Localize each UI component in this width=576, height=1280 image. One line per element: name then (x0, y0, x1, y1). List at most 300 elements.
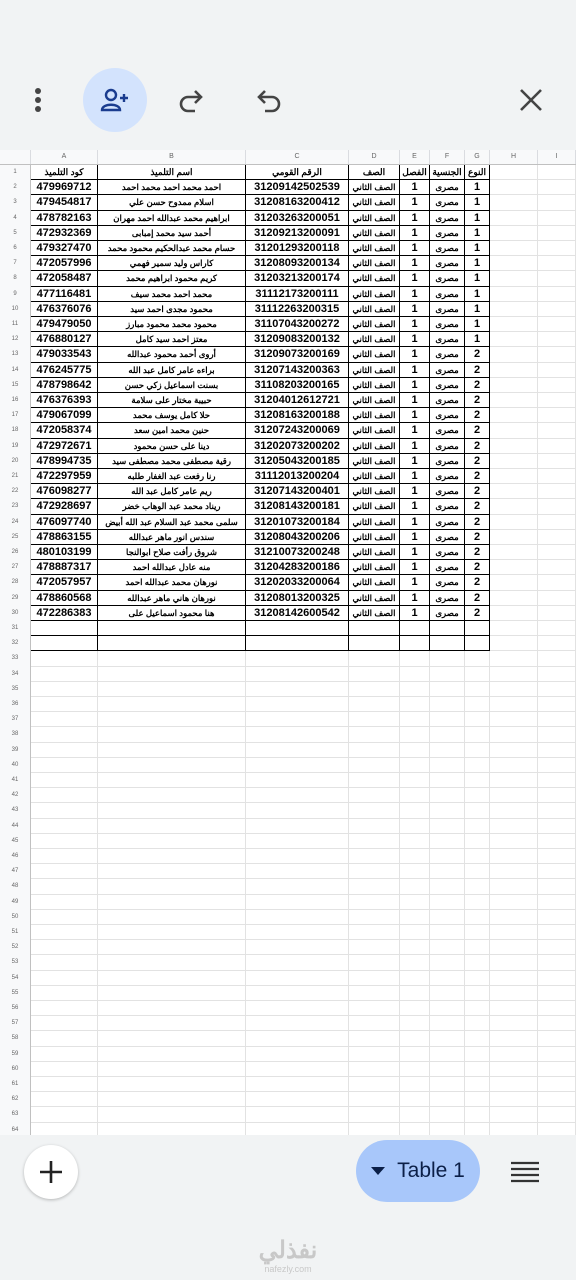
empty-cell[interactable] (465, 743, 490, 758)
grade-cell[interactable]: الصف الثاني (349, 332, 400, 347)
row-number[interactable]: 27 (0, 560, 31, 575)
empty-cell[interactable] (538, 180, 576, 195)
row-number[interactable]: 41 (0, 773, 31, 788)
nationality-cell[interactable]: مصرى (430, 226, 465, 241)
column-header-f[interactable]: F (430, 150, 465, 164)
empty-cell[interactable] (98, 819, 246, 834)
empty-cell[interactable] (400, 1107, 430, 1122)
empty-cell[interactable] (400, 1001, 430, 1016)
empty-cell[interactable] (465, 1001, 490, 1016)
empty-cell[interactable] (430, 925, 465, 940)
class-cell[interactable]: 1 (400, 408, 430, 423)
class-cell[interactable]: 1 (400, 530, 430, 545)
empty-cell[interactable] (98, 834, 246, 849)
empty-cell[interactable] (490, 1047, 538, 1062)
row-number[interactable]: 58 (0, 1031, 31, 1046)
empty-cell[interactable] (538, 165, 576, 180)
student-code-cell[interactable]: 479067099 (31, 408, 98, 423)
empty-cell[interactable] (538, 636, 576, 651)
empty-cell[interactable] (349, 1016, 400, 1031)
student-code-cell[interactable]: 479479050 (31, 317, 98, 332)
empty-cell[interactable] (430, 682, 465, 697)
empty-cell[interactable] (490, 560, 538, 575)
empty-cell[interactable] (538, 256, 576, 271)
empty-cell[interactable] (538, 347, 576, 362)
empty-cell[interactable] (246, 1001, 349, 1016)
empty-cell[interactable] (246, 651, 349, 666)
empty-cell[interactable] (430, 667, 465, 682)
empty-cell[interactable] (400, 925, 430, 940)
grade-cell[interactable]: الصف الثاني (349, 211, 400, 226)
student-code-cell[interactable]: 472286383 (31, 606, 98, 621)
empty-cell[interactable] (538, 530, 576, 545)
student-code-cell[interactable]: 479454817 (31, 195, 98, 210)
header-cell-grade[interactable]: الصف (349, 165, 400, 180)
class-cell[interactable]: 1 (400, 606, 430, 621)
empty-cell[interactable] (349, 1092, 400, 1107)
empty-cell[interactable] (538, 241, 576, 256)
grade-cell[interactable]: الصف الثاني (349, 241, 400, 256)
row-number[interactable]: 40 (0, 758, 31, 773)
empty-cell[interactable] (31, 819, 98, 834)
row-number[interactable]: 39 (0, 743, 31, 758)
empty-cell[interactable] (538, 423, 576, 438)
redo-button[interactable] (160, 68, 224, 132)
student-code-cell[interactable]: 476097740 (31, 515, 98, 530)
student-code-cell[interactable]: 476098277 (31, 484, 98, 499)
gender-cell[interactable]: 1 (465, 302, 490, 317)
empty-cell[interactable] (31, 955, 98, 970)
national-id-cell[interactable]: 31201073200184 (246, 515, 349, 530)
empty-cell[interactable] (400, 834, 430, 849)
empty-cell[interactable] (246, 758, 349, 773)
nationality-cell[interactable]: مصرى (430, 332, 465, 347)
empty-cell[interactable] (349, 895, 400, 910)
national-id-cell[interactable]: 31207143200401 (246, 484, 349, 499)
gender-cell[interactable]: 2 (465, 454, 490, 469)
header-cell-national-id[interactable]: الرقم القومي (246, 165, 349, 180)
row-number[interactable]: 62 (0, 1092, 31, 1107)
student-name-cell[interactable]: ريناد محمد عبد الوهاب خضر (98, 499, 246, 514)
grade-cell[interactable]: الصف الثاني (349, 302, 400, 317)
empty-cell[interactable] (490, 667, 538, 682)
national-id-cell[interactable]: 31203213200174 (246, 271, 349, 286)
empty-cell[interactable] (538, 195, 576, 210)
empty-cell[interactable] (246, 940, 349, 955)
row-number[interactable]: 38 (0, 727, 31, 742)
row-number[interactable]: 1 (0, 165, 31, 180)
student-name-cell[interactable]: كريم محمود ابراهيم محمد (98, 271, 246, 286)
empty-cell[interactable] (538, 955, 576, 970)
empty-cell[interactable] (538, 667, 576, 682)
empty-cell[interactable] (31, 879, 98, 894)
nationality-cell[interactable]: مصرى (430, 211, 465, 226)
empty-cell[interactable] (490, 697, 538, 712)
empty-cell[interactable] (98, 971, 246, 986)
class-cell[interactable]: 1 (400, 287, 430, 302)
empty-cell[interactable] (31, 682, 98, 697)
row-number[interactable]: 47 (0, 864, 31, 879)
empty-cell[interactable] (31, 986, 98, 1001)
empty-cell[interactable] (430, 879, 465, 894)
empty-cell[interactable] (538, 697, 576, 712)
class-cell[interactable]: 1 (400, 241, 430, 256)
empty-cell[interactable] (490, 591, 538, 606)
empty-cell[interactable] (490, 347, 538, 362)
empty-cell[interactable] (246, 636, 349, 651)
empty-cell[interactable] (430, 1001, 465, 1016)
class-cell[interactable]: 1 (400, 591, 430, 606)
gender-cell[interactable]: 2 (465, 545, 490, 560)
row-number[interactable]: 51 (0, 925, 31, 940)
grade-cell[interactable]: الصف الثاني (349, 287, 400, 302)
empty-cell[interactable] (465, 955, 490, 970)
empty-cell[interactable] (400, 940, 430, 955)
empty-cell[interactable] (98, 940, 246, 955)
empty-cell[interactable] (430, 743, 465, 758)
empty-cell[interactable] (349, 773, 400, 788)
empty-cell[interactable] (349, 819, 400, 834)
empty-cell[interactable] (465, 910, 490, 925)
empty-cell[interactable] (98, 788, 246, 803)
empty-cell[interactable] (538, 1001, 576, 1016)
student-code-cell[interactable]: 472058487 (31, 271, 98, 286)
empty-cell[interactable] (538, 302, 576, 317)
empty-cell[interactable] (430, 986, 465, 1001)
empty-cell[interactable] (490, 1092, 538, 1107)
empty-cell[interactable] (465, 1016, 490, 1031)
header-cell-code[interactable]: كود التلميذ (31, 165, 98, 180)
student-code-cell[interactable]: 479033543 (31, 347, 98, 362)
empty-cell[interactable] (538, 879, 576, 894)
empty-cell[interactable] (538, 454, 576, 469)
row-number[interactable]: 13 (0, 347, 31, 362)
empty-cell[interactable] (490, 241, 538, 256)
empty-cell[interactable] (400, 1077, 430, 1092)
empty-cell[interactable] (490, 363, 538, 378)
empty-cell[interactable] (538, 788, 576, 803)
row-number[interactable]: 19 (0, 439, 31, 454)
empty-cell[interactable] (31, 1107, 98, 1122)
gender-cell[interactable]: 2 (465, 423, 490, 438)
empty-cell[interactable] (538, 758, 576, 773)
student-name-cell[interactable]: أحمد سيد محمد إمبابى (98, 226, 246, 241)
empty-cell[interactable] (31, 895, 98, 910)
empty-cell[interactable] (400, 1062, 430, 1077)
row-number[interactable]: 17 (0, 408, 31, 423)
empty-cell[interactable] (400, 879, 430, 894)
row-number[interactable]: 8 (0, 271, 31, 286)
empty-cell[interactable] (98, 1016, 246, 1031)
gender-cell[interactable]: 2 (465, 515, 490, 530)
gender-cell[interactable]: 1 (465, 211, 490, 226)
empty-cell[interactable] (430, 955, 465, 970)
column-header-h[interactable]: H (490, 150, 538, 164)
student-name-cell[interactable]: محمود محمد محمود مبارز (98, 317, 246, 332)
row-number[interactable]: 45 (0, 834, 31, 849)
menu-button[interactable] (505, 1155, 545, 1189)
class-cell[interactable]: 1 (400, 195, 430, 210)
empty-cell[interactable] (349, 636, 400, 651)
empty-cell[interactable] (490, 879, 538, 894)
row-number[interactable]: 24 (0, 515, 31, 530)
empty-cell[interactable] (538, 515, 576, 530)
empty-cell[interactable] (538, 819, 576, 834)
national-id-cell[interactable]: 31204012612721 (246, 393, 349, 408)
empty-cell[interactable] (31, 849, 98, 864)
empty-cell[interactable] (490, 515, 538, 530)
gender-cell[interactable]: 2 (465, 530, 490, 545)
national-id-cell[interactable]: 31112013200204 (246, 469, 349, 484)
empty-cell[interactable] (430, 895, 465, 910)
empty-cell[interactable] (490, 180, 538, 195)
empty-cell[interactable] (465, 621, 490, 636)
row-number[interactable]: 31 (0, 621, 31, 636)
class-cell[interactable]: 1 (400, 332, 430, 347)
empty-cell[interactable] (31, 727, 98, 742)
empty-cell[interactable] (400, 682, 430, 697)
empty-cell[interactable] (31, 971, 98, 986)
empty-cell[interactable] (400, 986, 430, 1001)
empty-cell[interactable] (490, 1107, 538, 1122)
empty-cell[interactable] (31, 910, 98, 925)
empty-cell[interactable] (465, 819, 490, 834)
empty-cell[interactable] (430, 803, 465, 818)
empty-cell[interactable] (538, 773, 576, 788)
column-header-i[interactable]: I (538, 150, 576, 164)
column-header-a[interactable]: A (31, 150, 98, 164)
empty-cell[interactable] (538, 910, 576, 925)
empty-cell[interactable] (246, 727, 349, 742)
student-code-cell[interactable]: 472297959 (31, 469, 98, 484)
empty-cell[interactable] (538, 499, 576, 514)
row-number[interactable]: 50 (0, 910, 31, 925)
empty-cell[interactable] (31, 788, 98, 803)
empty-cell[interactable] (538, 971, 576, 986)
grade-cell[interactable]: الصف الثاني (349, 347, 400, 362)
gender-cell[interactable]: 2 (465, 606, 490, 621)
row-number[interactable]: 10 (0, 302, 31, 317)
row-number[interactable]: 61 (0, 1077, 31, 1092)
empty-cell[interactable] (349, 849, 400, 864)
column-header-d[interactable]: D (349, 150, 400, 164)
empty-cell[interactable] (349, 743, 400, 758)
grade-cell[interactable]: الصف الثاني (349, 606, 400, 621)
empty-cell[interactable] (98, 651, 246, 666)
empty-cell[interactable] (31, 1062, 98, 1077)
national-id-cell[interactable]: 31209142502539 (246, 180, 349, 195)
empty-cell[interactable] (400, 712, 430, 727)
empty-cell[interactable] (98, 910, 246, 925)
empty-cell[interactable] (430, 636, 465, 651)
class-cell[interactable]: 1 (400, 560, 430, 575)
national-id-cell[interactable]: 31202033200064 (246, 575, 349, 590)
gender-cell[interactable]: 2 (465, 363, 490, 378)
empty-cell[interactable] (98, 697, 246, 712)
empty-cell[interactable] (490, 256, 538, 271)
empty-cell[interactable] (490, 621, 538, 636)
row-number[interactable]: 7 (0, 256, 31, 271)
empty-cell[interactable] (246, 712, 349, 727)
empty-cell[interactable] (490, 469, 538, 484)
add-button[interactable] (24, 1145, 78, 1199)
nationality-cell[interactable]: مصرى (430, 560, 465, 575)
student-code-cell[interactable]: 478798642 (31, 378, 98, 393)
class-cell[interactable]: 1 (400, 545, 430, 560)
grade-cell[interactable]: الصف الثاني (349, 530, 400, 545)
row-number[interactable]: 26 (0, 545, 31, 560)
empty-cell[interactable] (538, 332, 576, 347)
empty-cell[interactable] (538, 363, 576, 378)
gender-cell[interactable]: 1 (465, 195, 490, 210)
empty-cell[interactable] (31, 834, 98, 849)
empty-cell[interactable] (490, 849, 538, 864)
national-id-cell[interactable]: 31112173200111 (246, 287, 349, 302)
empty-cell[interactable] (98, 667, 246, 682)
empty-cell[interactable] (98, 849, 246, 864)
empty-cell[interactable] (430, 727, 465, 742)
student-name-cell[interactable]: شروق رأفت صلاح ابوالنجا (98, 545, 246, 560)
empty-cell[interactable] (246, 1107, 349, 1122)
grade-cell[interactable]: الصف الثاني (349, 317, 400, 332)
gender-cell[interactable]: 2 (465, 484, 490, 499)
empty-cell[interactable] (246, 803, 349, 818)
nationality-cell[interactable]: مصرى (430, 499, 465, 514)
empty-cell[interactable] (400, 788, 430, 803)
grade-cell[interactable]: الصف الثاني (349, 180, 400, 195)
row-number[interactable]: 18 (0, 423, 31, 438)
column-header-g[interactable]: G (465, 150, 490, 164)
empty-cell[interactable] (349, 1031, 400, 1046)
class-cell[interactable]: 1 (400, 515, 430, 530)
empty-cell[interactable] (430, 1047, 465, 1062)
student-name-cell[interactable]: هنا محمود اسماعيل على (98, 606, 246, 621)
row-number[interactable]: 35 (0, 682, 31, 697)
class-cell[interactable]: 1 (400, 393, 430, 408)
national-id-cell[interactable]: 31208163200188 (246, 408, 349, 423)
nationality-cell[interactable]: مصرى (430, 393, 465, 408)
student-code-cell[interactable]: 478887317 (31, 560, 98, 575)
grade-cell[interactable]: الصف الثاني (349, 560, 400, 575)
empty-cell[interactable] (465, 651, 490, 666)
grade-cell[interactable]: الصف الثاني (349, 484, 400, 499)
row-number[interactable]: 9 (0, 287, 31, 302)
empty-cell[interactable] (400, 1016, 430, 1031)
empty-cell[interactable] (31, 1077, 98, 1092)
empty-cell[interactable] (538, 1062, 576, 1077)
student-name-cell[interactable]: ابراهيم محمد عبدالله احمد مهران (98, 211, 246, 226)
class-cell[interactable]: 1 (400, 575, 430, 590)
empty-cell[interactable] (465, 834, 490, 849)
empty-cell[interactable] (538, 378, 576, 393)
empty-cell[interactable] (465, 727, 490, 742)
empty-cell[interactable] (430, 651, 465, 666)
empty-cell[interactable] (538, 469, 576, 484)
empty-cell[interactable] (490, 484, 538, 499)
empty-cell[interactable] (490, 606, 538, 621)
student-code-cell[interactable]: 472057996 (31, 256, 98, 271)
gender-cell[interactable]: 1 (465, 226, 490, 241)
empty-cell[interactable] (538, 393, 576, 408)
empty-cell[interactable] (400, 895, 430, 910)
empty-cell[interactable] (31, 621, 98, 636)
row-number[interactable]: 29 (0, 591, 31, 606)
row-number[interactable]: 37 (0, 712, 31, 727)
grade-cell[interactable]: الصف الثاني (349, 575, 400, 590)
empty-cell[interactable] (246, 788, 349, 803)
empty-cell[interactable] (465, 940, 490, 955)
header-cell-name[interactable]: اسم التلميذ (98, 165, 246, 180)
grade-cell[interactable]: الصف الثاني (349, 378, 400, 393)
row-number[interactable]: 54 (0, 971, 31, 986)
empty-cell[interactable] (465, 788, 490, 803)
empty-cell[interactable] (31, 651, 98, 666)
empty-cell[interactable] (490, 317, 538, 332)
empty-cell[interactable] (400, 727, 430, 742)
student-code-cell[interactable]: 479969712 (31, 180, 98, 195)
empty-cell[interactable] (400, 697, 430, 712)
student-code-cell[interactable]: 476880127 (31, 332, 98, 347)
student-name-cell[interactable]: نورهان محمد عبدالله احمد (98, 575, 246, 590)
student-code-cell[interactable]: 472057957 (31, 575, 98, 590)
empty-cell[interactable] (98, 895, 246, 910)
spreadsheet-grid[interactable] (0, 150, 576, 1135)
empty-cell[interactable] (490, 439, 538, 454)
row-number[interactable]: 52 (0, 940, 31, 955)
empty-cell[interactable] (490, 165, 538, 180)
empty-cell[interactable] (246, 955, 349, 970)
nationality-cell[interactable]: مصرى (430, 575, 465, 590)
empty-cell[interactable] (490, 1031, 538, 1046)
empty-cell[interactable] (430, 1031, 465, 1046)
empty-cell[interactable] (98, 986, 246, 1001)
student-code-cell[interactable]: 476245775 (31, 363, 98, 378)
empty-cell[interactable] (98, 621, 246, 636)
empty-cell[interactable] (465, 971, 490, 986)
empty-cell[interactable] (349, 986, 400, 1001)
empty-cell[interactable] (246, 910, 349, 925)
student-code-cell[interactable]: 478860568 (31, 591, 98, 606)
empty-cell[interactable] (538, 986, 576, 1001)
class-cell[interactable]: 1 (400, 484, 430, 499)
empty-cell[interactable] (246, 1031, 349, 1046)
empty-cell[interactable] (246, 834, 349, 849)
empty-cell[interactable] (538, 849, 576, 864)
grade-cell[interactable]: الصف الثاني (349, 545, 400, 560)
nationality-cell[interactable]: مصرى (430, 347, 465, 362)
column-header-c[interactable]: C (246, 150, 349, 164)
class-cell[interactable]: 1 (400, 211, 430, 226)
student-name-cell[interactable]: محمود مجدى احمد سيد (98, 302, 246, 317)
empty-cell[interactable] (98, 1001, 246, 1016)
empty-cell[interactable] (465, 864, 490, 879)
student-name-cell[interactable]: محمد احمد محمد سيف (98, 287, 246, 302)
gender-cell[interactable]: 2 (465, 591, 490, 606)
student-name-cell[interactable]: حبيبة مختار على سلامة (98, 393, 246, 408)
empty-cell[interactable] (490, 925, 538, 940)
national-id-cell[interactable]: 31207143200363 (246, 363, 349, 378)
student-name-cell[interactable]: نورهان هاني ماهر عبدالله (98, 591, 246, 606)
empty-cell[interactable] (246, 986, 349, 1001)
empty-cell[interactable] (538, 1016, 576, 1031)
grade-cell[interactable]: الصف الثاني (349, 363, 400, 378)
empty-cell[interactable] (349, 712, 400, 727)
class-cell[interactable]: 1 (400, 469, 430, 484)
empty-cell[interactable] (349, 1047, 400, 1062)
empty-cell[interactable] (31, 712, 98, 727)
national-id-cell[interactable]: 31209073200169 (246, 347, 349, 362)
national-id-cell[interactable]: 31208043200206 (246, 530, 349, 545)
